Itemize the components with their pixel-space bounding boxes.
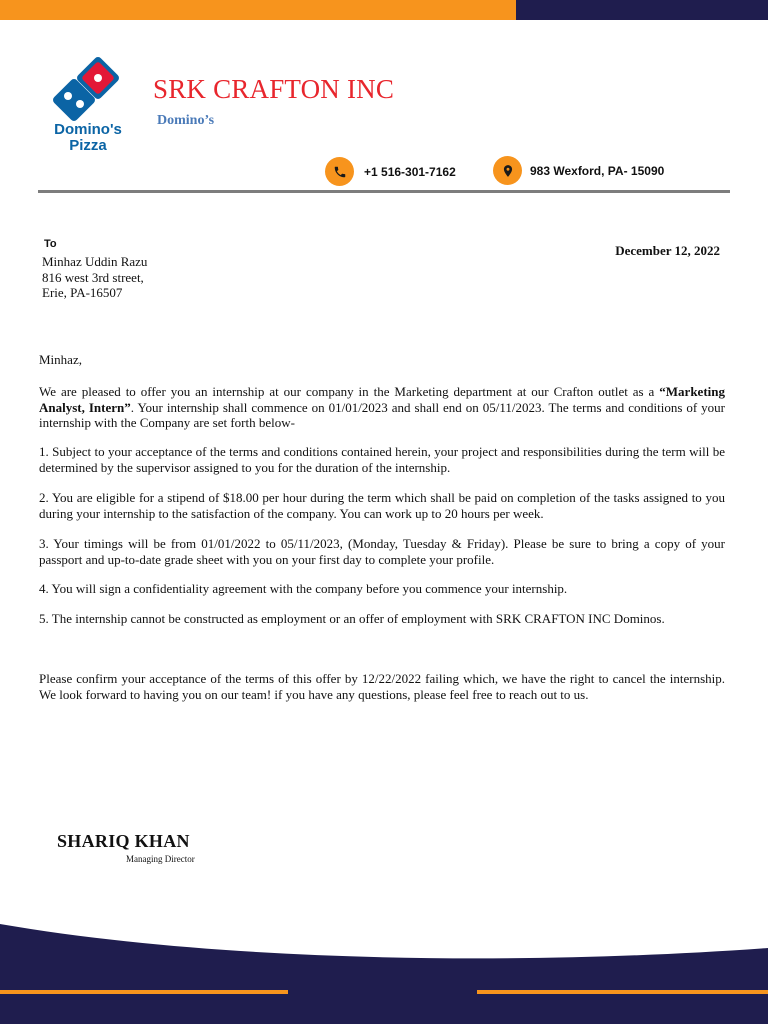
footer-wave	[0, 910, 768, 1024]
header-orange-bar	[0, 0, 516, 20]
to-label: To	[44, 238, 57, 250]
company-address: 983 Wexford, PA- 15090	[530, 164, 665, 178]
position-title: “Marketing Analyst, Intern”	[39, 384, 725, 415]
signatory-title: Managing Director	[126, 854, 195, 864]
recipient-city: Erie, PA-16507	[42, 285, 123, 300]
recipient-name: Minhaz Uddin Razu	[42, 254, 148, 269]
intro-text: We are pleased to offer you an internship at our company in the Marketing department at our Crafton outlet as a	[39, 384, 660, 399]
intro-paragraph	[39, 384, 725, 431]
location-pin-icon	[493, 156, 522, 185]
dominos-logo	[46, 56, 130, 154]
sub-brand: Domino’s	[157, 113, 215, 128]
recipient-street: 816 west 3rd street,	[42, 269, 144, 285]
term-3: 3. Your timings will be from 01/01/2022 to 05/11/2023, (Monday, Tuesday & Friday). Please be sure to bring a copy of your passport and up-to-date grade sheet with you on your first day to complete your profile.	[39, 536, 725, 567]
phone-number: +1 516-301-7162	[364, 165, 456, 179]
term-4: 4. You will sign a confidentiality agreement with the company before you commence your internship.	[39, 581, 568, 596]
term-1: 1. Subject to your acceptance of the terms and conditions contained herein, your project and responsibilities during the term will be determined by the supervisor assigned to you for the duration of the internship.	[39, 444, 725, 475]
letter-date: December 12, 2022	[615, 243, 720, 258]
recipient-address	[42, 254, 147, 301]
company-name: SRK CRAFTON INC	[153, 74, 395, 104]
logo-text-line2: Pizza	[69, 137, 107, 154]
term-5: 5. The internship cannot be constructed as employment or an offer of employment with SRK CRAFTON INC Dominos.	[39, 611, 665, 626]
header-navy-bar	[516, 0, 768, 20]
logo-text-line1: Domino's	[54, 121, 122, 138]
phone-icon	[325, 157, 354, 186]
footer-navy-wave	[0, 924, 768, 1024]
intro-text-cont: . Your internship shall commence on 01/01/2023 and shall end on 05/11/2023. The terms and conditions of your internship with the Company are set forth below-	[39, 399, 725, 430]
header-divider	[38, 190, 730, 193]
closing-paragraph: Please confirm your acceptance of the terms of this offer by 12/22/2022 failing which, we have the right to cancel the internship. We look forward to having you on our team! if you have any questions, please feel free to reach out to us.	[39, 671, 725, 702]
footer-orange-line-left	[0, 990, 288, 994]
salutation: Minhaz,	[39, 352, 82, 367]
term-2: 2. You are eligible for a stipend of $18.00 per hour during the term which shall be paid on completion of the tasks assigned to you during your internship to the satisfaction of the company. You can work up to 20 hours per week.	[39, 490, 725, 521]
signatory-name: SHARIQ KHAN	[57, 831, 190, 851]
footer-orange-line-right	[477, 990, 768, 994]
